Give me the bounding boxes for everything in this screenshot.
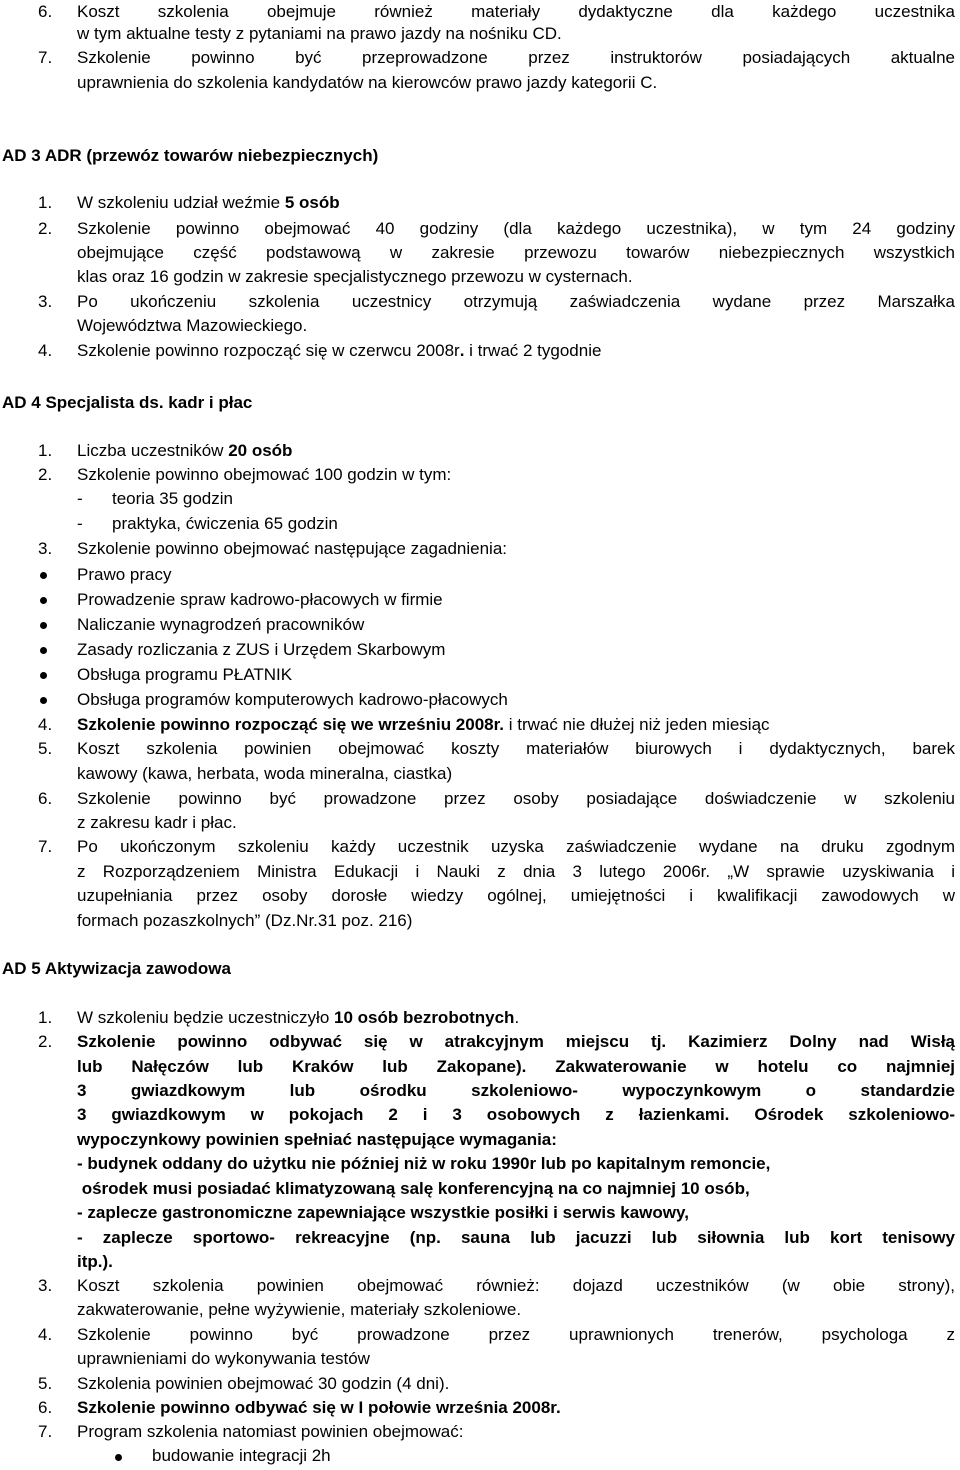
list-number: 2. (38, 465, 53, 484)
list-number: 1. (38, 1008, 53, 1027)
bullet-dot-icon (40, 697, 47, 704)
paragraph-line: zakwaterowanie, pełne wyżywienie, materiały szkoleniowe. (77, 1300, 522, 1319)
section-heading-ad4: AD 4 Specjalista ds. kadr i płac (2, 393, 253, 412)
section-heading-ad3: AD 3 ADR (przewóz towarów niebezpiecznych) (2, 146, 379, 165)
paragraph-line: uprawnieniami do wykonywania testów (77, 1349, 370, 1368)
list-number: 2. (38, 1032, 53, 1051)
paragraph-line: klas oraz 16 godzin w zakresie specjalistycznego przewozu w cysternach. (77, 267, 633, 286)
bullet-item: budowanie integracji 2h (152, 1446, 331, 1465)
list-number: 7. (38, 1422, 53, 1441)
bullet-item: Obsługa programów komputerowych kadrowo-płacowych (77, 690, 508, 709)
paragraph-line: Szkolenie powinno być prowadzone przez uprawnionych trenerów, psychologa z (77, 1325, 955, 1344)
paragraph-line: Koszt szkolenia powinien obejmować koszty materiałów biurowych i dydaktycznych, barek (77, 739, 955, 758)
bullet-dot-icon (40, 622, 47, 629)
paragraph-line: itp.). (77, 1252, 113, 1271)
paragraph-line: Szkolenie powinno być przeprowadzone przez instruktorów posiadających aktualne (77, 48, 955, 67)
paragraph-line: Koszt szkolenia powinien obejmować również: dojazd uczestników (w obie strony), (77, 1276, 955, 1295)
paragraph-line: 3 gwiazdkowym lub ośrodku szkoleniowo- wypoczynkowym o standardzie (77, 1081, 955, 1100)
list-number: 4. (38, 715, 53, 734)
paragraph-line: Szkolenie powinno obejmować 40 godziny (dla każdego uczestnika), w tym 24 godziny (77, 219, 955, 238)
bullet-item: Naliczanie wynagrodzeń pracowników (77, 615, 365, 634)
list-number: 6. (38, 2, 53, 21)
paragraph-line: ośrodek musi posiadać klimatyzowaną salę konferencyjną na co najmniej 10 osób, (77, 1179, 750, 1198)
list-item: Szkolenie powinno obejmować następujące zagadnienia: (77, 539, 508, 558)
list-item: Szkolenia powinien obejmować 30 godzin (4 dni). (77, 1374, 450, 1393)
dash-item: praktyka, ćwiczenia 65 godzin (112, 514, 338, 533)
bullet-item: Prawo pracy (77, 565, 172, 584)
paragraph-line: - zaplecze gastronomiczne zapewniające wszystkie posiłki i serwis kawowy, (77, 1203, 689, 1222)
paragraph-line: Koszt szkolenia obejmuje również materiały dydaktyczne dla każdego uczestnika (77, 2, 955, 21)
list-number: 5. (38, 739, 53, 758)
list-number: 3. (38, 1276, 53, 1295)
paragraph-line: wypoczynkowy powinien spełniać następujące wymagania: (77, 1130, 557, 1149)
bullet-item: Obsługa programu PŁATNIK (77, 665, 293, 684)
paragraph-line: uzupełniania przez osoby dorosłe wiedzy ogólnej, umiejętności i kwalifikacji zawodowych w (77, 886, 955, 905)
bullet-dot-icon (40, 572, 47, 579)
list-number: 6. (38, 789, 53, 808)
paragraph-line: uprawnienia do szkolenia kandydatów na kierowców prawo jazdy kategorii C. (77, 73, 658, 92)
paragraph-line: - zaplecze sportowo- rekreacyjne (np. sauna lub jacuzzi lub siłownia lub kort tenisowy (77, 1228, 955, 1247)
list-item: Szkolenie powinno odbywać się w I połowie września 2008r. (77, 1398, 561, 1417)
list-item: W szkoleniu udział weźmie 5 osób (77, 193, 340, 212)
paragraph-line: Po ukończeniu szkolenia uczestnicy otrzymują zaświadczenia wydane przez Marszałka (77, 292, 955, 311)
list-item: Szkolenie powinno obejmować 100 godzin w tym: (77, 465, 452, 484)
list-number: 7. (38, 837, 53, 856)
list-item: Szkolenie powinno rozpocząć się w czerwcu 2008r. i trwać 2 tygodnie (77, 341, 602, 360)
section-heading-ad5: AD 5 Aktywizacja zawodowa (2, 959, 231, 978)
list-number: 4. (38, 1325, 53, 1344)
bullet-dot-icon (40, 647, 47, 654)
bullet-dot-icon (40, 597, 47, 604)
list-number: 2. (38, 219, 53, 238)
list-number: 1. (38, 193, 53, 212)
list-number: 1. (38, 441, 53, 460)
paragraph-line: Szkolenie powinno odbywać się w atrakcyjnym miejscu tj. Kazimierz Dolny nad Wisłą (77, 1032, 955, 1051)
bullet-item: Zasady rozliczania z ZUS i Urzędem Skarbowym (77, 640, 446, 659)
list-number: 6. (38, 1398, 53, 1417)
paragraph-line: Szkolenie powinno być prowadzone przez osoby posiadające doświadczenie w szkoleniu (77, 789, 955, 808)
dash-marker: - (77, 514, 83, 533)
paragraph-line: formach pozaszkolnych” (Dz.Nr.31 poz. 216) (77, 911, 413, 930)
list-item: Szkolenie powinno rozpocząć się we wrześniu 2008r. i trwać nie dłużej niż jeden miesiąc (77, 715, 770, 734)
list-number: 7. (38, 48, 53, 67)
list-number: 3. (38, 539, 53, 558)
list-number: 4. (38, 341, 53, 360)
list-item: Liczba uczestników 20 osób (77, 441, 293, 460)
paragraph-line: - budynek oddany do użytku nie później niż w roku 1990r lub po kapitalnym remoncie, (77, 1154, 771, 1173)
bullet-dot-icon (40, 672, 47, 679)
bullet-dot-icon (115, 1454, 122, 1461)
bullet-item: Prowadzenie spraw kadrowo-płacowych w firmie (77, 590, 443, 609)
paragraph-line: w tym aktualne testy z pytaniami na prawo jazdy na nośniku CD. (77, 24, 562, 43)
paragraph-line: Po ukończonym szkoleniu każdy uczestnik uzyska zaświadczenie wydane na druku zgodnym (77, 837, 955, 856)
paragraph-line: z Rozporządzeniem Ministra Edukacji i Nauki z dnia 3 lutego 2006r. „W sprawie uzyskiwania i (77, 862, 955, 881)
list-item: Program szkolenia natomiast powinien obejmować: (77, 1422, 464, 1441)
list-number: 3. (38, 292, 53, 311)
paragraph-line: lub Nałęczów lub Kraków lub Zakopane). Zakwaterowanie w hotelu co najmniej (77, 1057, 955, 1076)
paragraph-line: z zakresu kadr i płac. (77, 813, 237, 832)
paragraph-line: obejmujące część podstawową w zakresie przewozu towarów niebezpiecznych wszystkich (77, 243, 955, 262)
paragraph-line: kawowy (kawa, herbata, woda mineralna, ciastka) (77, 764, 453, 783)
dash-item: teoria 35 godzin (112, 489, 233, 508)
list-item: W szkoleniu będzie uczestniczyło 10 osób bezrobotnych. (77, 1008, 520, 1027)
paragraph-line: 3 gwiazdkowym w pokojach 2 i 3 osobowych z łazienkami. Ośrodek szkoleniowo- (77, 1105, 955, 1124)
paragraph-line: Województwa Mazowieckiego. (77, 316, 308, 335)
dash-marker: - (77, 489, 83, 508)
list-number: 5. (38, 1374, 53, 1393)
